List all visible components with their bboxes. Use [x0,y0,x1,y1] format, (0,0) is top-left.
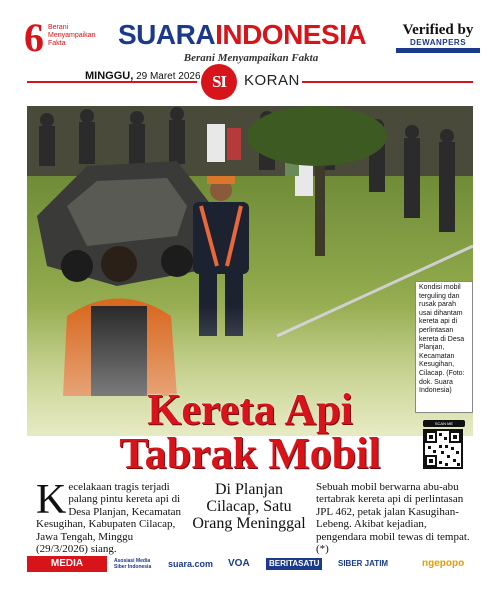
newspaper-logo[interactable] [118,20,366,50]
subheadline: Di Planjan Cilacap, Satu Orang Meninggal [192,481,306,532]
logo-indonesia: INDONESIA [215,19,367,50]
drop-cap: K [36,477,67,523]
partner-ngepopo[interactable]: ngepopo [422,558,465,569]
qr-label: SCAN ME [423,420,465,427]
headline-line-2: Tabrak Mobil [119,429,381,478]
media-partner-bar [0,554,500,585]
dewan-pers-text: DEWANPERS [409,38,467,47]
logo-suara: SUARA [118,19,216,50]
anniversary-number: 6 [24,15,44,60]
issue-date [85,70,201,82]
masthead-header [0,0,500,104]
partner-beritasatu[interactable]: BERITASATU [266,558,322,570]
photo-caption: Kondisi mobil terguling dan rusak parah usai dihantam kereta api di perlintasan kereta di Desa Planjan, Kecamatan Kesugihan, Cilacap. (Foto: dok. Suara Indonesia) [415,281,473,413]
lead-text: ecelakaan tragis terjadi palang pintu kereta api di Desa Planjan, Kecamatan Kesugihan, Kabupaten Cilacap, Jawa Tengah, Minggu (29/3/2026) siang. [36,481,182,556]
verified-text: Verified by [402,22,474,38]
anniversary-tagline: Berani Menyampaikan Fakta [48,24,96,47]
anniversary-badge [24,15,96,62]
body-paragraph: Sebuah mobil berwarna abu-abu tertabrak kereta api di perlintasan JPL 462, petak jalan Kasugihan-Lebeng. Akibat kejadian, pengendara mobil tewas di tempat. (*) [316,481,470,556]
issue-day: MINGGU, [85,70,134,82]
section-label: KORAN [244,72,300,89]
headline [27,385,473,478]
partner-voa[interactable]: VOA [228,558,250,569]
partner-siber-jatim[interactable]: SIBER JATIM [338,559,389,568]
issue-date-text: 29 Maret 2026 [136,71,201,82]
verified-badge [396,22,480,53]
logo-tagline: Berani Menyampaikan Fakta [183,52,319,64]
headline-line-1: Kereta Api [147,385,353,434]
media-partner-label: MEDIA PARTNER [27,556,107,572]
si-logo-icon[interactable]: SI [201,64,237,100]
partner-amsi[interactable]: Asosiasi Media Siber Indonesia [114,558,152,570]
lead-paragraph [36,477,182,556]
header-rule-right [302,81,473,83]
partner-suara-com[interactable]: suara.com [168,559,214,569]
verified-strip [396,48,480,53]
